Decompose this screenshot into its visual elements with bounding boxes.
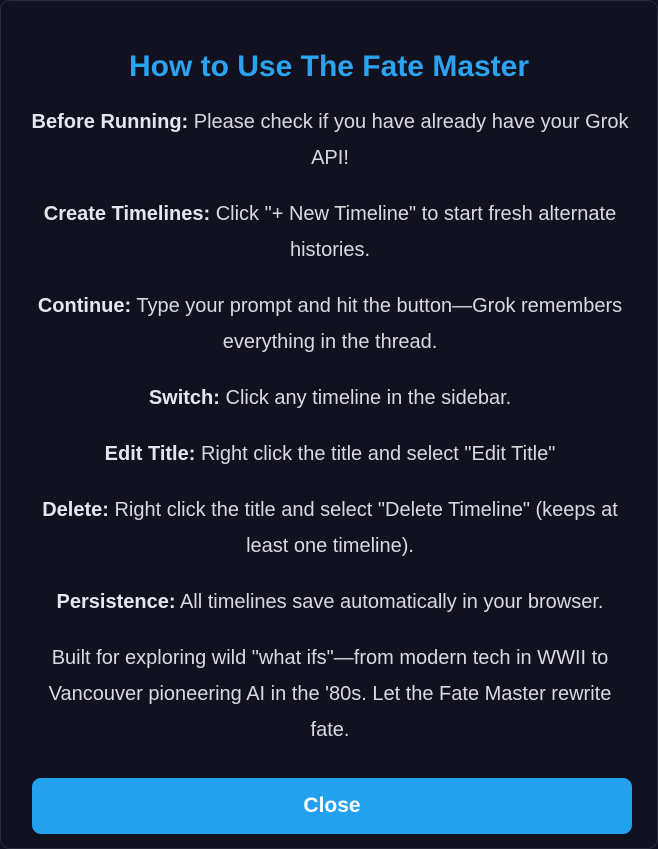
instruction-switch: [29, 380, 631, 416]
instruction-label: Before Running:: [31, 111, 189, 133]
instruction-continue: [29, 288, 631, 360]
instruction-label: Edit Title:: [104, 443, 196, 465]
modal-body: [29, 104, 631, 768]
instruction-create-timelines: [29, 196, 631, 268]
instruction-persistence: [29, 584, 631, 620]
instruction-text: Right click the title and select "Delete Timeline" (keeps at least one timeline).: [108, 499, 618, 557]
close-button[interactable]: Close: [32, 778, 632, 834]
instruction-label: Delete:: [42, 499, 109, 521]
instruction-text: Please check if you have already have your Grok API!: [188, 111, 629, 169]
instruction-text: Click any timeline in the sidebar.: [219, 387, 512, 409]
instruction-label: Switch:: [148, 387, 220, 409]
instruction-text: Type your prompt and hit the button—Grok remembers everything in the thread.: [131, 295, 623, 353]
instruction-label: Continue:: [37, 295, 132, 317]
instruction-before-running: [29, 104, 631, 176]
instruction-label: Persistence:: [56, 591, 176, 613]
instruction-text: Click "+ New Timeline" to start fresh alternate histories.: [210, 203, 617, 261]
instruction-label: Create Timelines:: [43, 203, 211, 225]
instruction-text: Right click the title and select "Edit Title": [195, 443, 556, 465]
instruction-text: All timelines save automatically in your browser.: [175, 591, 604, 613]
footer-description: Built for exploring wild "what ifs"—from modern tech in WWII to Vancouver pioneering AI in the '80s. Let the Fate Master rewrite fate.: [48, 647, 612, 741]
instruction-edit-title: [29, 436, 631, 472]
instruction-delete: [29, 492, 631, 564]
modal-title: How to Use The Fate Master: [128, 50, 530, 83]
